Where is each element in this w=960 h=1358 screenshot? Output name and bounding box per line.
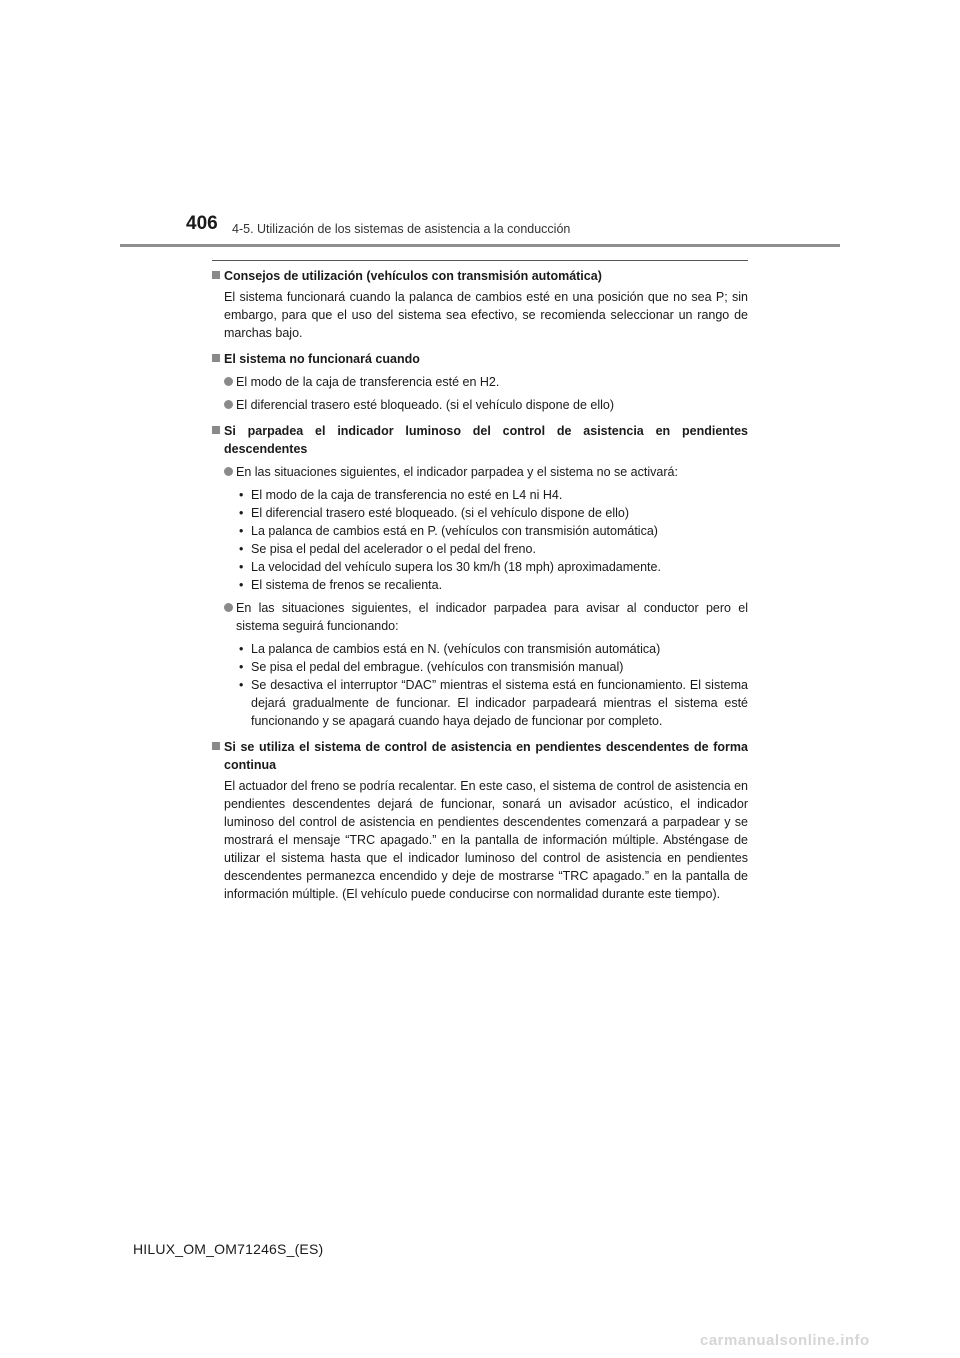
chapter-title: 4-5. Utilización de los sistemas de asistencia a la conducción — [232, 222, 571, 236]
sub-list-item-text: La palanca de cambios está en P. (vehículos con transmisión automática) — [251, 524, 658, 538]
square-bullet-icon — [212, 271, 220, 279]
square-bullet-icon — [212, 426, 220, 434]
sub-list-item-text: La velocidad del vehículo supera los 30 km/h (18 mph) aproximadamente. — [251, 560, 661, 574]
sub-list-item — [212, 522, 748, 540]
dot-marker: • — [239, 660, 244, 674]
sub-list-item — [212, 504, 748, 522]
section-title-text: Consejos de utilización (vehículos con transmisión automática) — [224, 269, 602, 283]
sub-list-item-text: El modo de la caja de transferencia no esté en L4 ni H4. — [251, 488, 563, 502]
square-bullet-icon — [212, 742, 220, 750]
list-item-text: El modo de la caja de transferencia esté en H2. — [236, 375, 500, 389]
section-indicator-flashing — [212, 422, 748, 730]
section-title — [212, 267, 748, 285]
document-code: HILUX_OM_OM71246S_(ES) — [133, 1241, 324, 1257]
section-title — [212, 422, 748, 458]
section-continuous-use — [212, 738, 748, 903]
dot-marker: • — [239, 678, 244, 692]
list-item — [212, 463, 748, 481]
sub-list — [212, 640, 748, 730]
list-item-text: El diferencial trasero esté bloqueado. (si el vehículo dispone de ello) — [236, 398, 615, 412]
header-rule — [120, 244, 840, 247]
section-body: El actuador del freno se podría recalentar. En este caso, el sistema de control de asistencia en pendientes descendentes dejará de funcionar, sonará un avisador acústico, el indicador luminoso del control de asistencia en pendientes descendentes comenzará a parpadear y se mostrará el mensaje “TRC apagado.” en la pantalla de información múltiple. Absténgase de utilizar el sistema hasta que el indicador luminoso del control de asistencia en pendientes descendentes permanezca encendido y deje de mostrarse “TRC apagado.” en la pantalla de información múltiple. (El vehículo puede conducirse con normalidad durante este tiempo). — [224, 779, 748, 901]
section-title — [212, 350, 748, 368]
dot-marker: • — [239, 560, 244, 574]
circle-bullet-icon — [224, 603, 233, 612]
list-item-text: En las situaciones siguientes, el indicador parpadea para avisar al conductor pero el sistema seguirá funcionando: — [236, 601, 748, 633]
section-not-working — [212, 350, 748, 414]
sub-list-item-text: El diferencial trasero esté bloqueado. (si el vehículo dispone de ello) — [251, 506, 630, 520]
sub-list-item-text: Se pisa el pedal del acelerador o el pedal del freno. — [251, 542, 536, 556]
sub-list-item — [212, 658, 748, 676]
dot-marker: • — [239, 488, 244, 502]
dot-marker: • — [239, 578, 244, 592]
sub-list-item-text: Se pisa el pedal del embrague. (vehículos con transmisión manual) — [251, 660, 624, 674]
dot-marker: • — [239, 524, 244, 538]
sub-list-item — [212, 640, 748, 658]
section-title-text: Si parpadea el indicador luminoso del control de asistencia en pendientes descendentes — [224, 424, 748, 456]
list-item — [212, 396, 748, 414]
sub-list — [212, 486, 748, 594]
watermark: carmanualsonline.info — [700, 1332, 870, 1349]
circle-bullet-icon — [224, 400, 233, 409]
dot-marker: • — [239, 642, 244, 656]
dot-marker: • — [239, 506, 244, 520]
section-title — [212, 738, 748, 774]
sub-list-item-text: La palanca de cambios está en N. (vehículos con transmisión automática) — [251, 642, 661, 656]
dot-marker: • — [239, 542, 244, 556]
sub-list-item — [212, 676, 748, 730]
sub-list-item-text: El sistema de frenos se recalienta. — [251, 578, 443, 592]
circle-bullet-icon — [224, 467, 233, 476]
sub-list-item — [212, 558, 748, 576]
section-title-text: El sistema no funcionará cuando — [224, 352, 420, 366]
sub-list-item — [212, 540, 748, 558]
page-number: 406 — [186, 213, 218, 234]
section-usage-tips — [212, 267, 748, 342]
page-content — [212, 267, 748, 911]
square-bullet-icon — [212, 354, 220, 362]
section-title-text: Si se utiliza el sistema de control de asistencia en pendientes descendentes de forma continua — [224, 740, 748, 772]
section-body: El sistema funcionará cuando la palanca de cambios esté en una posición que no sea P; sin embargo, para que el uso del sistema sea efectivo, se recomienda seleccionar un rango de marchas bajo. — [224, 290, 748, 340]
sub-list-item-text: Se desactiva el interruptor “DAC” mientras el sistema está en funcionamiento. El sistema dejará gradualmente de funcionar. El indicador parpadeará mientras el sistema esté funcionando y se apagará cuando haya dejado de funcionar por completo. — [251, 678, 748, 728]
list-item — [212, 599, 748, 635]
sub-list-item — [212, 576, 748, 594]
sub-list-item — [212, 486, 748, 504]
circle-bullet-icon — [224, 377, 233, 386]
list-item — [212, 373, 748, 391]
content-rule — [212, 260, 748, 261]
list-item-text: En las situaciones siguientes, el indicador parpadea y el sistema no se activará: — [236, 465, 678, 479]
